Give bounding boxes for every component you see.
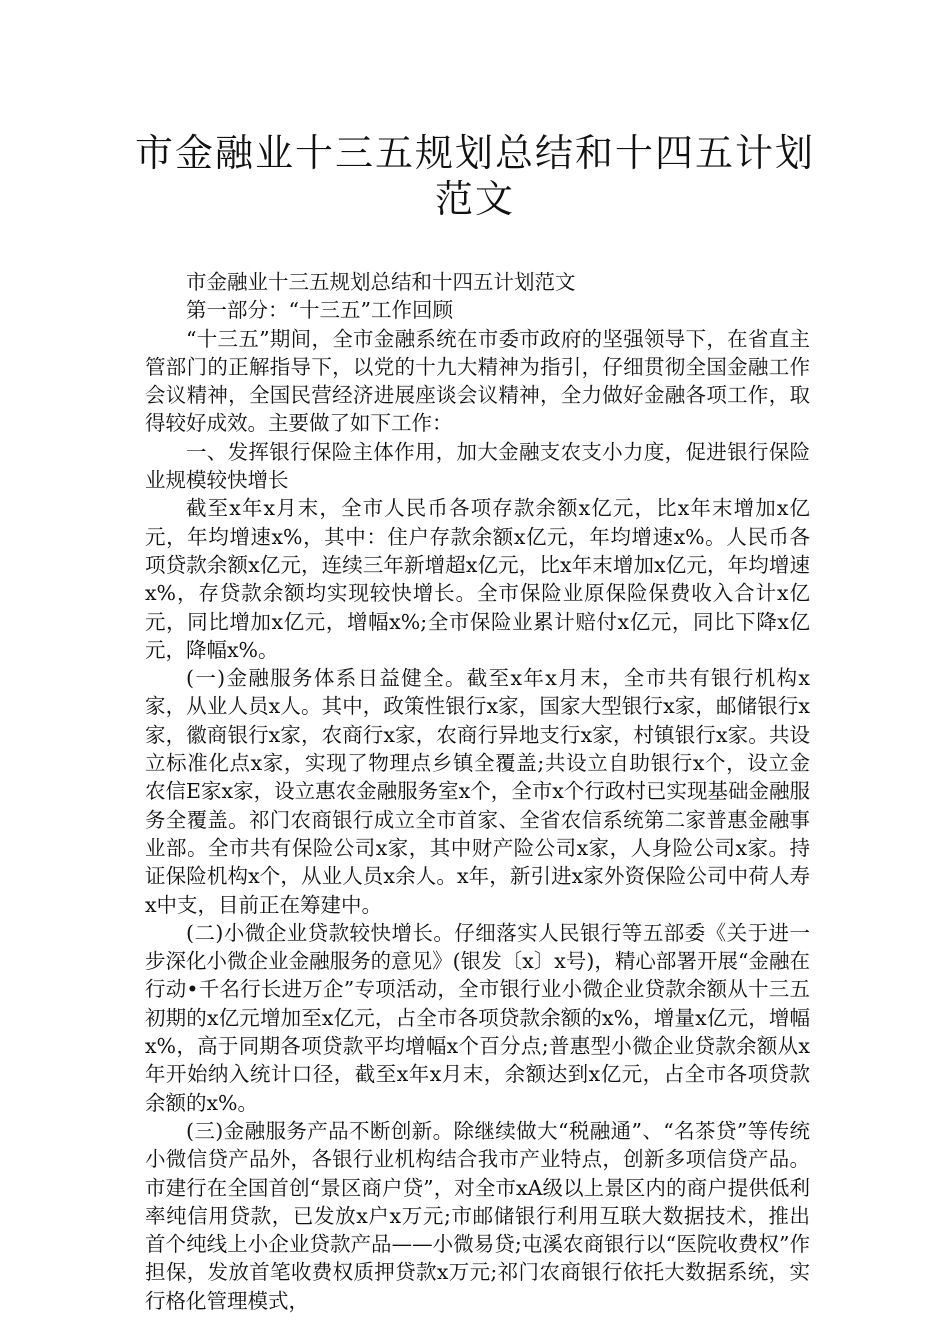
paragraph-part-heading: 第一部分：“十三五”工作回顾 (186, 298, 453, 323)
document-body (145, 268, 810, 1315)
paragraph-section-heading: 一、发挥银行保险主体作用，加大金融支农支小力度，促进银行保险业规模较快增长 (145, 439, 810, 493)
paragraph-small-business-loans: (二)小微企业贷款较快增长。仔细落实人民银行等五部委《关于进一步深化小微企业金融服务的意见》(银发〔x〕x号)，精心部署开展“金融在行动•千名行长进万企”专项活动，全市银行业小微企业贷款余额从十三五初期的x亿元增加至x亿元，占全市各项贷款余额的x%，增量x亿元，增幅x%，高于同期各项贷款平均增幅x个百分点;普惠型小微企业贷款余额从x年开始纳入统计口径，截至x年x月末，余额达到x亿元，占全市各项贷款余额的x%。 (145, 920, 810, 1115)
paragraph-doc-name: 市金融业十三五规划总结和十四五计划范文 (186, 270, 576, 294)
paragraph-product-innovation: (三)金融服务产品不断创新。除继续做大“税融通”、“名茶贷”等传统小微信贷产品外，各银行业机构结合我市产业特点，创新多项信贷产品。市建行在全国首创“景区商户贷”，对全市xA级以上景区内的商户提供低利率纯信用贷款，已发放x户x万元;市邮储银行利用互联大数据技术，推出首个纯线上小企业贷款产品——小微易贷;屯溪农商银行以“医院收费权”作担保，发放首笔收费权质押贷款x万元;祁门农商银行依托大数据系统，实行格化管理模式， (145, 1118, 810, 1313)
paragraph-service-system: (一)金融服务体系日益健全。截至x年x月末，全市共有银行机构x家，从业人员x人。其中，政策性银行x家，国家大型银行x家，邮储银行x家，徽商银行x家，农商行x家，农商行异地支行x家，村镇银行x家。共设立标准化点x家，实现了物理点乡镇全覆盖;共设立自助银行x个，设立金农信E家x家，设立惠农金融服务室x个，全市x个行政村已实现基础金融服务全覆盖。祁门农商银行成立全市首家、全省农信系统第二家普惠金融事业部。全市共有保险公司x家，其中财产险公司x家，人身险公司x家。持证保险机构x个，从业人员x余人。x年，新引进x家外资保险公司中荷人寿x中支，目前正在筹建中。 (145, 666, 810, 917)
document-title-line-1: 市金融业十三五规划总结和十四五计划 (134, 131, 815, 175)
paragraph-deposits-loans: 截至x年x月末，全市人民币各项存款余额x亿元，比x年末增加x亿元，年均增速x%，其中：住户存款余额x亿元，年均增速x%。人民币各项贷款余额x亿元，连续三年新增超x亿元，比x年末增加x亿元，年均增速x%，存贷款余额均实现较快增长。全市保险业原保险保费收入合计x亿元，同比增加x亿元，增幅x%;全市保险业累计赔付x亿元，同比下降x亿元，降幅x%。 (145, 496, 810, 662)
document-title-line-2: 范文 (434, 177, 515, 221)
paragraph-overview: “十三五”期间，全市金融系统在市委市政府的坚强领导下，在省直主管部门的正解指导下，以党的十九大精神为指引，仔细贯彻全国金融工作会议精神，全国民营经济进展座谈会议精神，全力做好金融各项工作，取得较好成效。主要做了如下工作： (145, 326, 810, 436)
